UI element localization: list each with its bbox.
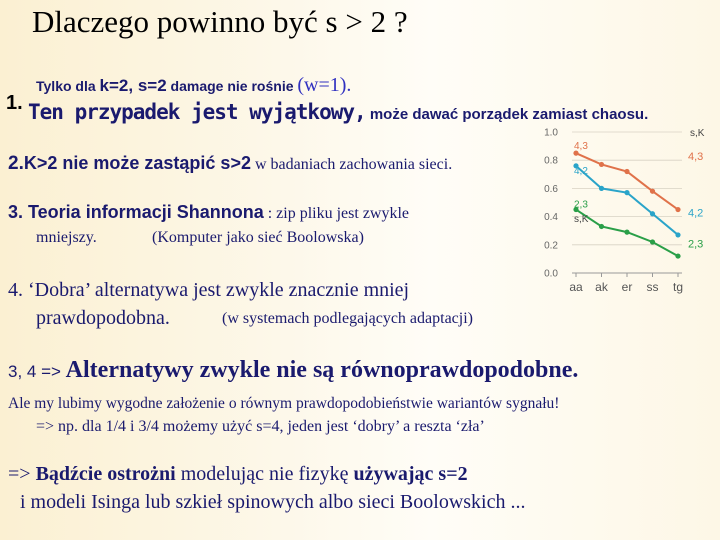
chart-axis-label-right: s,K <box>690 128 705 140</box>
item-2 <box>8 153 452 175</box>
item-6-line-2: => np. dla 1/4 i 3/4 możemy użyć s=4, jeden jest ‘dobry’ a reszta ‘zła’ <box>36 418 485 435</box>
chart-series-line <box>576 153 678 209</box>
chart-data-point <box>624 230 629 235</box>
chart-y-tick-label: 0.4 <box>544 212 558 224</box>
chart-series-label-left: 4,3 <box>574 141 588 153</box>
chart-axis-label-left: s,K <box>574 214 589 226</box>
chart-y-tick-label: 1.0 <box>544 127 558 139</box>
chart-data-point <box>624 190 629 195</box>
item-3-text-b: mniejszy. <box>36 229 97 246</box>
chart-data-point <box>599 186 604 191</box>
item-3-line-1 <box>8 202 409 223</box>
item-1-line-1 <box>36 74 351 97</box>
item-4-text-c: (w systemach podlegających adaptacji) <box>222 310 473 327</box>
chart-data-point <box>599 162 604 167</box>
chart-series-label-right: 4,2 <box>688 207 704 220</box>
item-3-text-a: : zip pliku jest zwykle <box>263 205 410 222</box>
chart-data-point <box>675 207 680 212</box>
chart-series-label-left: 4,2 <box>574 165 588 177</box>
chart-data-point <box>624 169 629 174</box>
item-2-number: 2. <box>8 153 24 174</box>
item-7-prefix: => <box>8 463 36 485</box>
chart-series-label-right: 2,3 <box>688 238 704 251</box>
item-4-line-1: 4. ‘Dobra’ alternatywa jest zwykle znacznie mniej <box>8 279 410 301</box>
chart-data-point <box>650 211 655 216</box>
chart-x-tick-label: er <box>621 280 633 294</box>
chart-y-tick-label: 0.2 <box>544 240 558 252</box>
item-7-text-c: używając s=2 <box>353 463 468 485</box>
chart-x-tick-label: tg <box>672 280 684 294</box>
item-7-text-a: Bądźcie ostrożni <box>35 463 176 485</box>
chart-data-point <box>675 232 680 237</box>
item-1-text-a: Tylko dla <box>36 78 100 94</box>
item-1-number: 1. <box>6 92 23 114</box>
item-1-text-b: k=2, s=2 <box>99 76 167 95</box>
item-2-text-a: K>2 nie może zastąpić s>2 <box>23 153 251 173</box>
chart-y-tick-label: 0.6 <box>544 183 558 195</box>
chart-y-tick-label: 0.0 <box>544 268 558 280</box>
item-4-text-b: prawdopodobna. <box>36 307 170 329</box>
chart-x-tick-label: ak <box>595 280 608 294</box>
chart-y-tick-label: 0.8 <box>544 155 558 167</box>
item-1-text-e: Ten przypadek jest wyjątkowy, <box>28 100 366 124</box>
item-5 <box>8 357 578 384</box>
chart-data-point <box>650 239 655 244</box>
chart-x-tick-label: ss <box>646 280 659 294</box>
item-1-text-c: damage nie rośnie <box>166 78 298 94</box>
chart-series-label-left: 2,3 <box>574 199 588 211</box>
item-5-text: Alternatywy zwykle nie są równoprawdopodobne. <box>65 357 579 383</box>
item-7-text-b: modelując nie fizykę <box>175 463 354 485</box>
chart-data-point <box>675 253 680 258</box>
item-6-line-1: Ale my lubimy wygodne założenie o równym prawdopodobieństwie wariantów sygnału! <box>8 395 560 412</box>
item-5-prefix: 3, 4 => <box>8 362 66 381</box>
item-1-text-f: może dawać porządek zamiast chaosu. <box>365 106 649 123</box>
chart-series-label-right: 4,3 <box>688 151 704 164</box>
item-7-line-1 <box>8 463 468 486</box>
chart-series-line <box>576 166 678 235</box>
item-3-text-c: (Komputer jako sieć Boolowska) <box>152 229 364 246</box>
chart-x-tick-label: aa <box>569 280 583 294</box>
item-7-line-2: i modeli Isinga lub szkieł spinowych albo sieci Boolowskich ... <box>20 491 526 513</box>
item-3-heading: 3. Teoria informacji Shannona <box>8 202 264 222</box>
slide-title: Dlaczego powinno być s > 2 ? <box>32 4 408 39</box>
chart-data-point <box>599 224 604 229</box>
item-2-text-b: w badaniach zachowania sieci. <box>250 156 453 173</box>
item-1-text-d: (w=1). <box>297 74 352 96</box>
damage-line-chart <box>536 120 720 300</box>
chart-data-point <box>650 189 655 194</box>
